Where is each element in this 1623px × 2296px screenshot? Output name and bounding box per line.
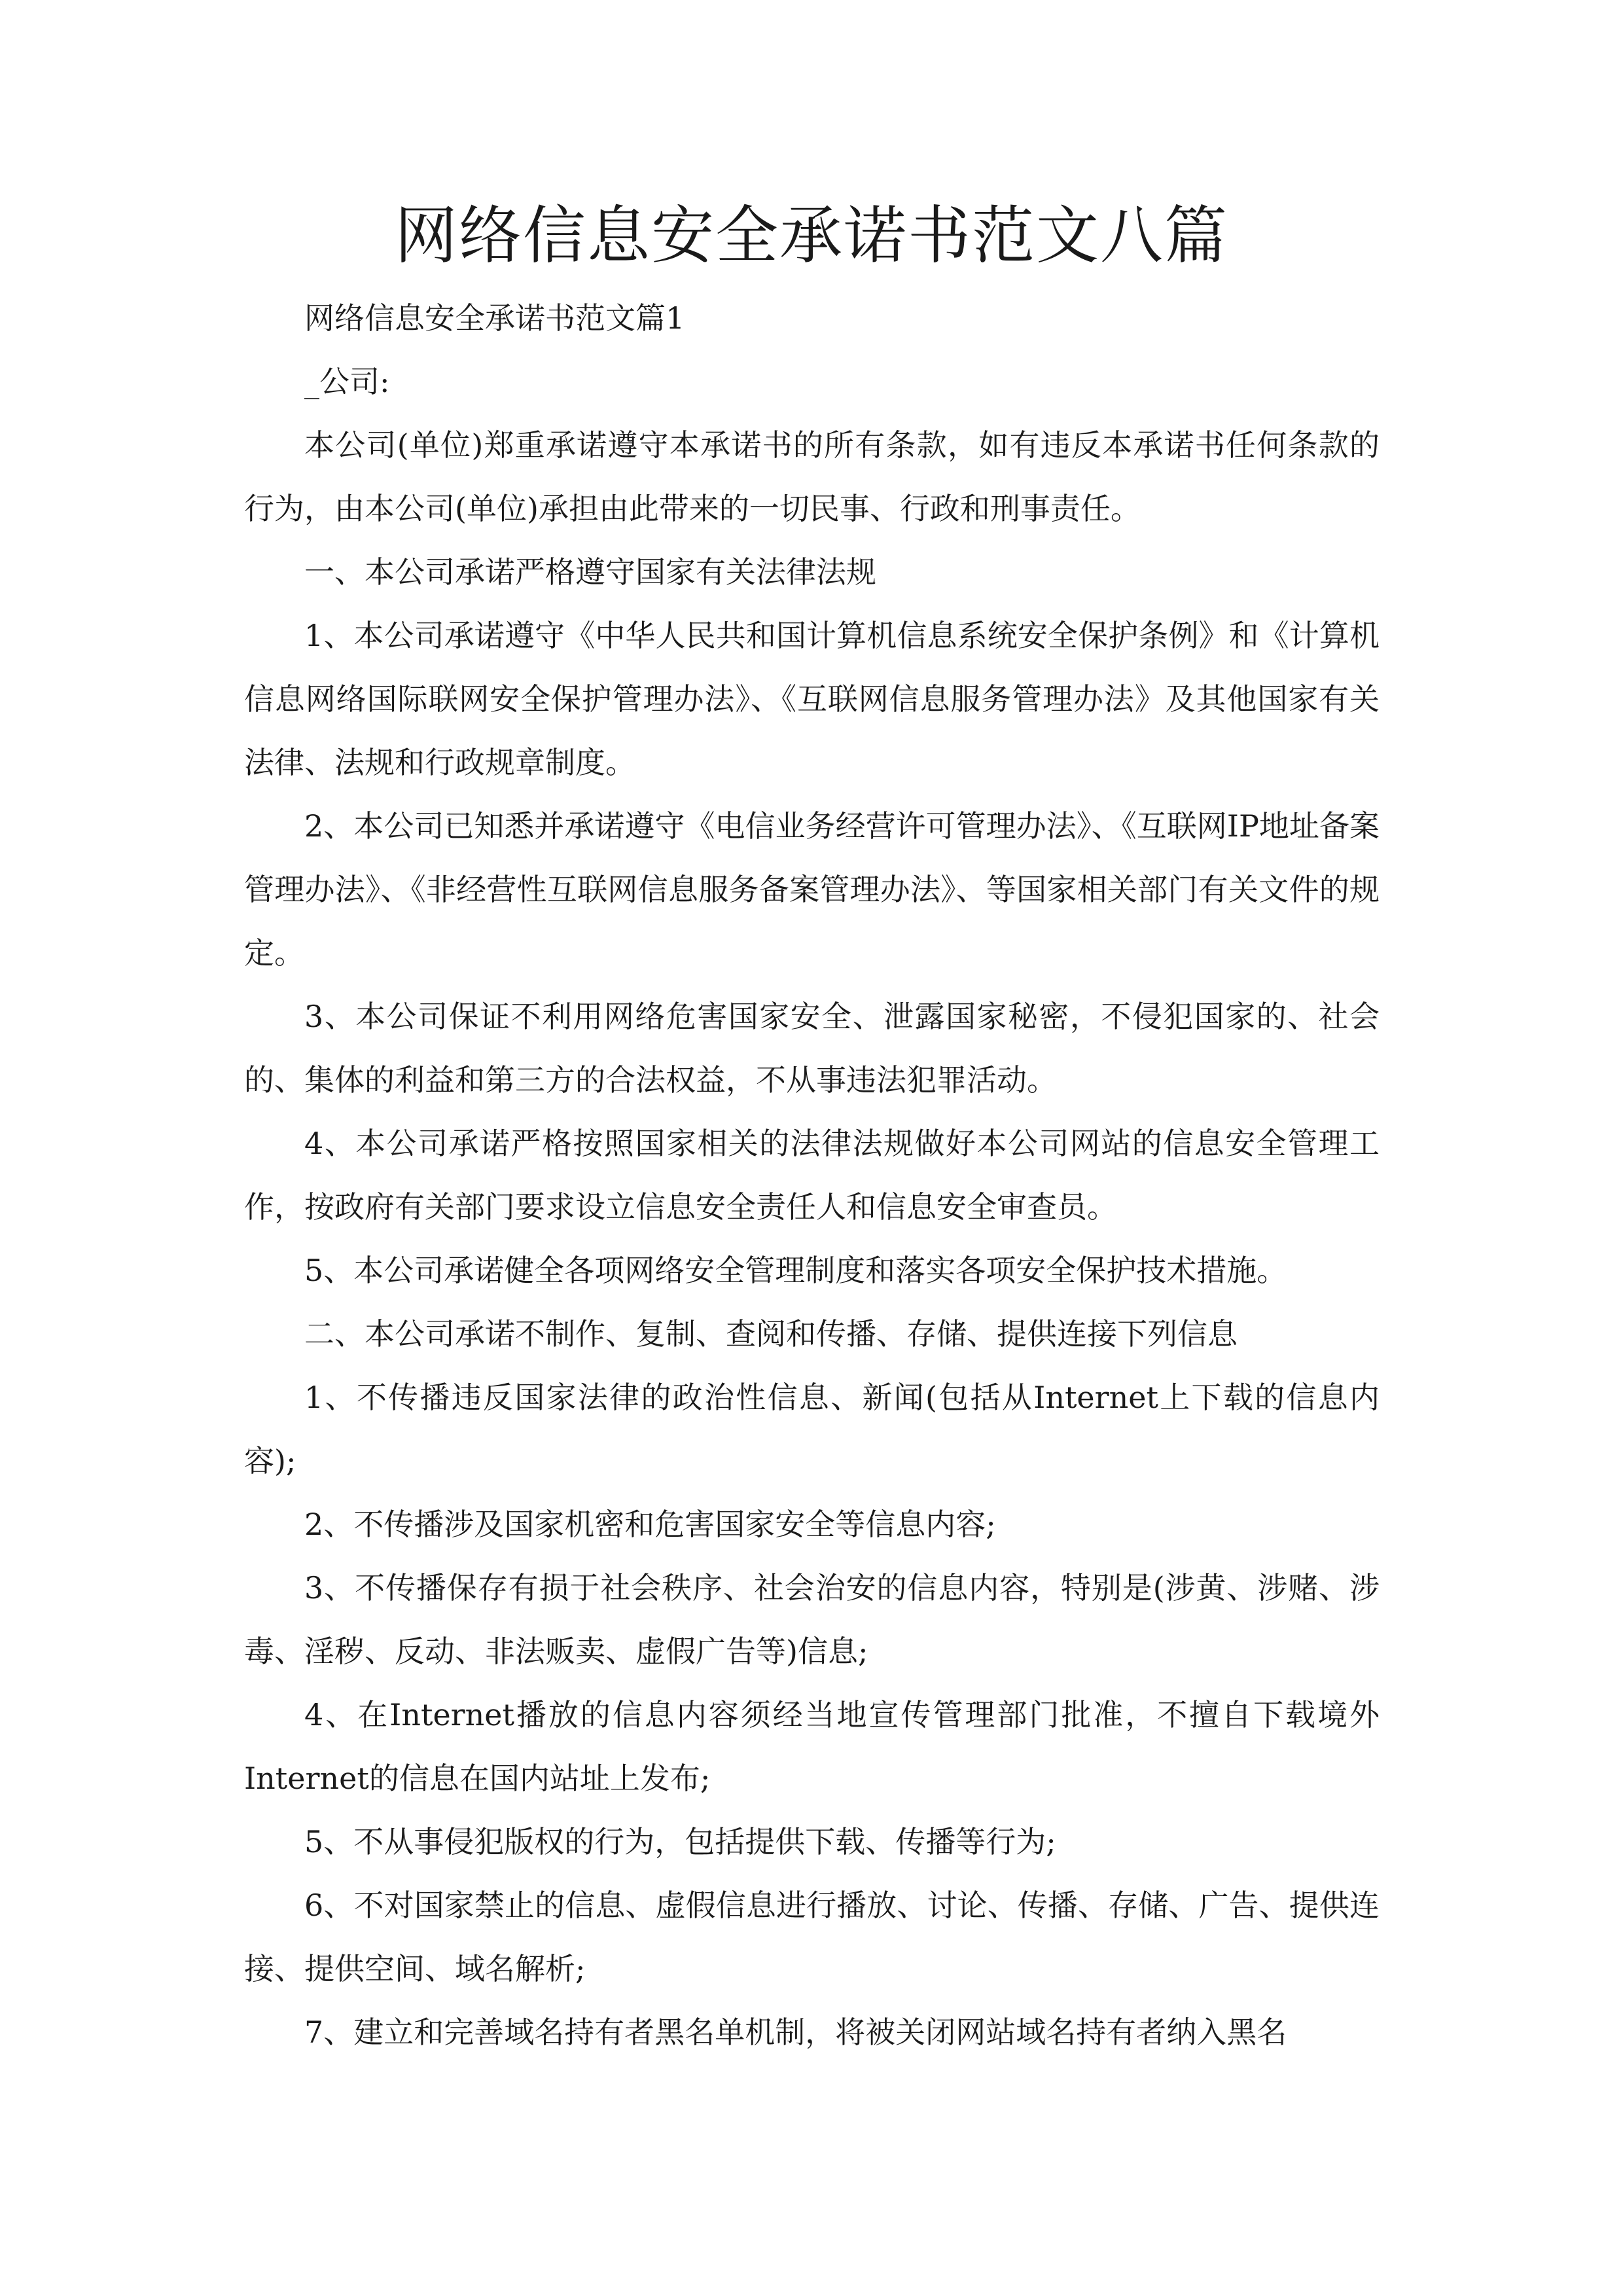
- paragraph-section-heading: 网络信息安全承诺书范文篇1: [304, 300, 685, 336]
- paragraph-item: 4、本公司承诺严格按照国家相关的法律法规做好本公司网站的信息安全管理工作，按政府有关部门要求设立信息安全责任人和信息安全审查员。: [244, 1126, 1380, 1225]
- paragraph-item: 3、不传播保存有损于社会秩序、社会治安的信息内容，特别是(涉黄、涉赌、涉毒、淫秽、反动、非法贩卖、虚假广告等)信息;: [244, 1570, 1380, 1669]
- paragraph-item: 5、不从事侵犯版权的行为，包括提供下载、传播等行为;: [304, 1824, 1056, 1859]
- paragraph-item: 2、本公司已知悉并承诺遵守《电信业务经营许可管理办法》、《互联网IP地址备案管理办法》、《非经营性互联网信息服务备案管理办法》、等国家相关部门有关文件的规定。: [244, 808, 1380, 971]
- paragraph-heading-2: 二、本公司承诺不制作、复制、查阅和传播、存储、提供连接下列信息: [304, 1316, 1238, 1352]
- paragraph-item: 6、不对国家禁止的信息、虚假信息进行播放、讨论、传播、存储、广告、提供连接、提供空间、域名解析;: [244, 1888, 1380, 1986]
- paragraph-item: 1、不传播违反国家法律的政治性信息、新闻(包括从Internet上下载的信息内容);: [244, 1380, 1380, 1479]
- paragraph-item: 5、本公司承诺健全各项网络安全管理制度和落实各项安全保护技术措施。: [304, 1253, 1287, 1288]
- paragraph-item: 7、建立和完善域名持有者黑名单机制，将被关闭网站域名持有者纳入黑名: [304, 2015, 1287, 2050]
- paragraph-item: 4、在Internet播放的信息内容须经当地宣传管理部门批准，不擅自下载境外Internet的信息在国内站址上发布;: [244, 1697, 1380, 1796]
- paragraph-item: 3、本公司保证不利用网络危害国家安全、泄露国家秘密，不侵犯国家的、社会的、集体的利益和第三方的合法权益，不从事违法犯罪活动。: [244, 999, 1380, 1098]
- paragraph-intro: 本公司(单位)郑重承诺遵守本承诺书的所有条款，如有违反本承诺书任何条款的行为，由本公司(单位)承担由此带来的一切民事、行政和刑事责任。: [244, 427, 1380, 526]
- paragraph-item: 1、本公司承诺遵守《中华人民共和国计算机信息系统安全保护条例》和《计算机信息网络国际联网安全保护管理办法》、《互联网信息服务管理办法》及其他国家有关法律、法规和行政规章制度。: [244, 618, 1380, 780]
- paragraph-addressee: _公司:: [304, 364, 390, 399]
- document-title: 网络信息安全承诺书范文八篇: [395, 199, 1228, 272]
- paragraph-item: 2、不传播涉及国家机密和危害国家安全等信息内容;: [304, 1507, 996, 1542]
- paragraph-heading-1: 一、本公司承诺严格遵守国家有关法律法规: [304, 554, 876, 590]
- document-body: [244, 287, 1380, 2064]
